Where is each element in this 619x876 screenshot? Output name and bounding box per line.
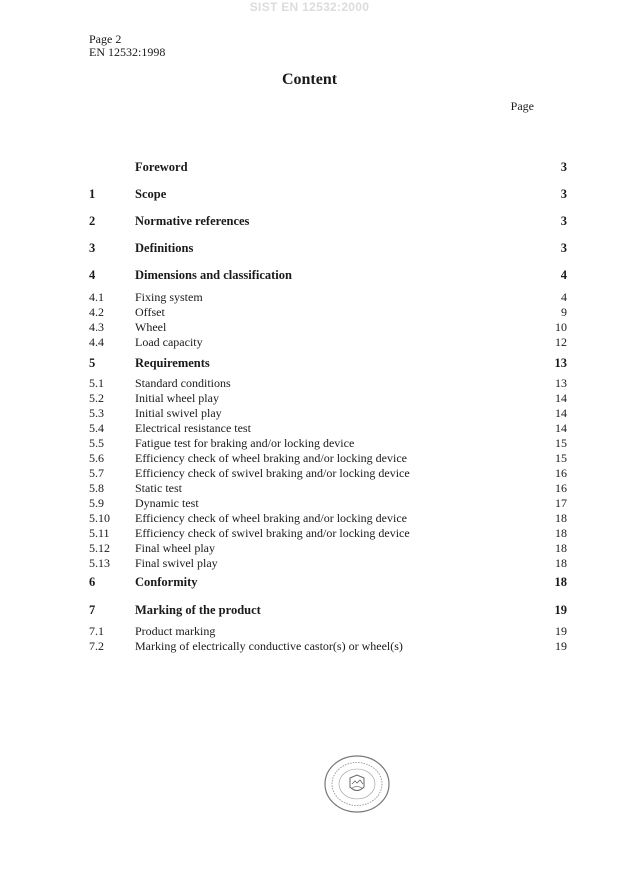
- toc-page: 10: [555, 320, 567, 334]
- toc-title: Requirements: [135, 356, 210, 370]
- toc-page: 16: [555, 481, 567, 495]
- toc-title: Normative references: [135, 214, 250, 228]
- page-title: Content: [281, 71, 338, 88]
- toc-entry: [0, 436, 619, 451]
- toc-number: 5.11: [89, 526, 110, 540]
- toc-entry: [0, 356, 619, 371]
- toc-title: Initial wheel play: [135, 391, 219, 405]
- toc-title: Fixing system: [135, 290, 203, 304]
- toc-number: 4.2: [89, 305, 104, 319]
- toc-entry: [0, 575, 619, 590]
- toc-title: Load capacity: [135, 335, 203, 349]
- toc-title: Wheel: [135, 320, 167, 334]
- toc-page: 16: [555, 466, 567, 480]
- toc-page: 4: [560, 268, 567, 282]
- toc-number: 5.12: [89, 541, 110, 555]
- toc-entry: [0, 241, 619, 256]
- toc-title: Final wheel play: [135, 541, 215, 555]
- toc-entry: [0, 290, 619, 305]
- toc-number: 5.2: [89, 391, 104, 405]
- toc-entry: [0, 481, 619, 496]
- toc-title: Dimensions and classification: [135, 268, 292, 282]
- toc-entry: [0, 421, 619, 436]
- toc-title: Static test: [135, 481, 182, 495]
- toc-entry: [0, 466, 619, 481]
- toc-page: 15: [555, 436, 567, 450]
- toc-number: 5.10: [89, 511, 110, 525]
- toc-entry: [0, 639, 619, 654]
- toc-entry: [0, 511, 619, 526]
- toc-number: 5.9: [89, 496, 104, 510]
- toc-page: 3: [560, 187, 567, 201]
- toc-page: 13: [554, 356, 567, 370]
- toc-page: 17: [555, 496, 567, 510]
- toc-entry: [0, 335, 619, 350]
- toc-page: 18: [555, 511, 567, 525]
- toc-page: 9: [561, 305, 567, 319]
- toc-title: Foreword: [135, 160, 188, 174]
- toc-number: 1: [89, 187, 96, 201]
- page-column-label: Page: [510, 99, 534, 113]
- toc-title: Efficiency check of swivel braking and/or locking device: [135, 526, 410, 540]
- toc-number: 7.2: [89, 639, 104, 653]
- toc-title: Electrical resistance test: [135, 421, 251, 435]
- toc-entry: [0, 160, 619, 175]
- toc-page: 13: [555, 376, 567, 390]
- toc-number: 5.4: [89, 421, 104, 435]
- toc-page: 19: [555, 639, 567, 653]
- toc-number: 5.3: [89, 406, 104, 420]
- toc-entry: [0, 451, 619, 466]
- toc-title: Definitions: [135, 241, 194, 255]
- toc-title: Standard conditions: [135, 376, 231, 390]
- toc-title: Fatigue test for braking and/or locking device: [135, 436, 355, 450]
- toc-title: Dynamic test: [135, 496, 199, 510]
- toc-entry: [0, 391, 619, 406]
- toc-entry: [0, 526, 619, 541]
- toc-title: Scope: [135, 187, 167, 201]
- toc-entry: [0, 187, 619, 202]
- toc-page: 19: [554, 603, 567, 617]
- toc-title: Offset: [135, 305, 165, 319]
- toc-entry: [0, 541, 619, 556]
- toc-title: Product marking: [135, 624, 216, 638]
- toc-title: Marking of the product: [135, 603, 261, 617]
- toc-page: 18: [554, 575, 567, 589]
- toc-page: 12: [555, 335, 567, 349]
- toc-entry: [0, 268, 619, 283]
- toc-entry: [0, 496, 619, 511]
- toc-title: Efficiency check of swivel braking and/or locking device: [135, 466, 410, 480]
- toc-page: 14: [555, 391, 567, 405]
- toc-entry: [0, 406, 619, 421]
- toc-page: 3: [560, 160, 567, 174]
- toc-page: 19: [555, 624, 567, 638]
- toc-number: 5.8: [89, 481, 104, 495]
- toc-number: 3: [89, 241, 96, 255]
- toc-page: 15: [555, 451, 567, 465]
- toc-number: 4.4: [89, 335, 104, 349]
- toc-entry: [0, 305, 619, 320]
- toc-number: 5.7: [89, 466, 104, 480]
- toc-page: 14: [555, 406, 567, 420]
- toc-number: 2: [89, 214, 96, 228]
- toc-number: 6: [89, 575, 96, 589]
- toc-entry: [0, 624, 619, 639]
- stamp-seal-icon: [323, 754, 391, 814]
- toc-entry: [0, 214, 619, 229]
- toc-number: 5.1: [89, 376, 104, 390]
- toc-title: Efficiency check of wheel braking and/or locking device: [135, 451, 407, 465]
- toc-number: 5.6: [89, 451, 104, 465]
- toc-title: Final swivel play: [135, 556, 218, 570]
- toc-number: 4.3: [89, 320, 104, 334]
- toc-number: 5: [89, 356, 96, 370]
- toc-title: Conformity: [135, 575, 198, 589]
- toc-number: 4: [89, 268, 96, 282]
- toc-page: 3: [560, 214, 567, 228]
- page-number: Page 2: [89, 32, 122, 46]
- toc-page: 18: [555, 541, 567, 555]
- toc-page: 18: [555, 526, 567, 540]
- toc-page: 14: [555, 421, 567, 435]
- toc-entry: [0, 376, 619, 391]
- toc-entry: [0, 556, 619, 571]
- toc-title: Efficiency check of wheel braking and/or locking device: [135, 511, 407, 525]
- toc-number: 7.1: [89, 624, 104, 638]
- toc-title: Initial swivel play: [135, 406, 222, 420]
- toc-number: 4.1: [89, 290, 104, 304]
- toc-page: 4: [561, 290, 567, 304]
- toc-number: 5.5: [89, 436, 104, 450]
- toc-page: 3: [560, 241, 567, 255]
- toc-number: 5.13: [89, 556, 110, 570]
- toc-entry: [0, 603, 619, 618]
- watermark: SIST EN 12532:2000: [249, 0, 370, 14]
- toc-title: Marking of electrically conductive castor(s) or wheel(s): [135, 639, 403, 653]
- document-id: EN 12532:1998: [89, 45, 166, 59]
- toc-page: 18: [555, 556, 567, 570]
- toc-number: 7: [89, 603, 96, 617]
- toc-entry: [0, 320, 619, 335]
